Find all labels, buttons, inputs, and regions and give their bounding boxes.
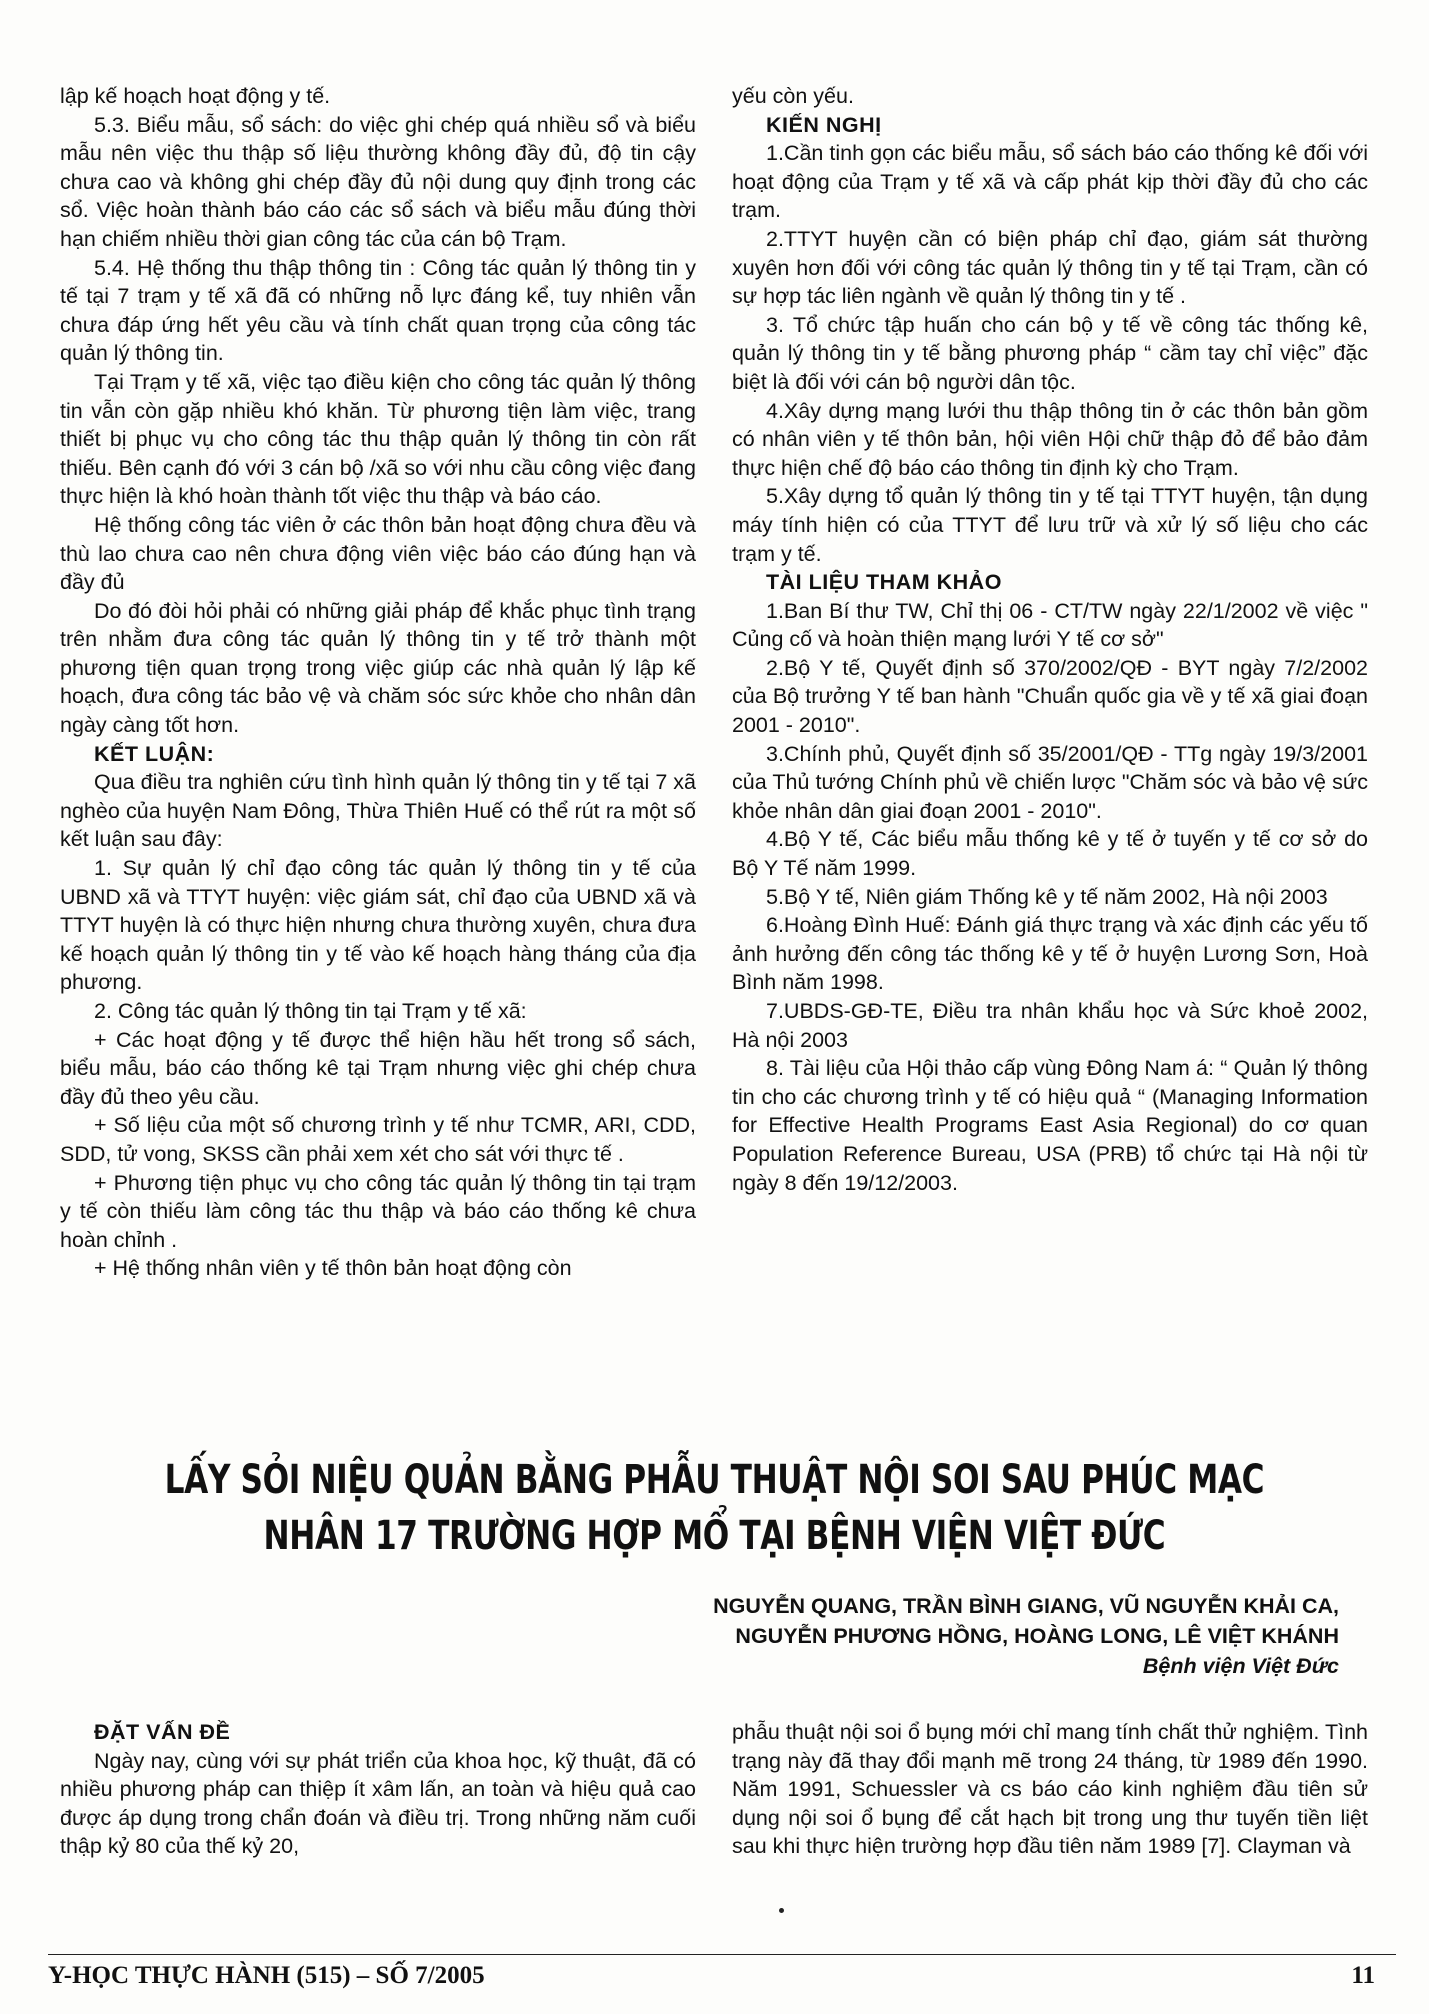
paragraph: 5.Bộ Y tế, Niên giám Thống kê y tế năm 2002, Hà nội 2003 (766, 884, 1328, 909)
paragraph: 2.Bộ Y tế, Quyết định số 370/2002/QĐ - BYT ngày 7/2/2002 của Bộ trưởng Y tế ban hành "Chuẩn quốc gia về y tế xã giai đoạn 2001 - 2010". (732, 655, 1368, 738)
footer-rule (48, 1954, 1396, 1955)
section-heading: ĐẶT VẤN ĐỀ (94, 1720, 231, 1744)
paragraph: 5.4. Hệ thống thu thập thông tin : Công tác quản lý thông tin y tế tại 7 trạm y tế xã đã có những nỗ lực đáng kể, tuy nhiên vẫn chưa đáp ứng hết yêu cầu và tính chất quan trọng của công tác quản lý thông tin. (60, 255, 696, 366)
page-number: 11 (1351, 1962, 1375, 1989)
paragraph: lập kế hoạch hoạt động y tế. (60, 84, 331, 108)
paragraph: 5.Xây dựng tổ quản lý thông tin y tế tại TTYT huyện, tận dụng máy tính hiện có của TTYT để lưu trữ và xử lý số liệu cho các trạm y tế. (732, 484, 1368, 566)
paragraph: 1. Sự quản lý chỉ đạo công tác quản lý thông tin y tế của UBND xã và TTYT huyện: việc giám sát, chỉ đạo của UBND xã và TTYT huyện là có thực hiện nhưng chưa thường xuyên, chưa đưa kế hoạch quản lý thông tin y tế vào kế hoạch hàng tháng của địa phương. (60, 856, 696, 995)
paragraph: 6.Hoàng Đình Huế: Đánh giá thực trạng và xác định các yếu tố ảnh hưởng đến công tác thống kê y tế ở huyện Lương Sơn, Hoà Bình năm 1998. (732, 913, 1368, 995)
authors-line-2: NGUYỄN PHƯƠNG HỒNG, HOÀNG LONG, LÊ VIỆT KHÁNH (735, 1624, 1339, 1648)
author-affiliation: Bệnh viện Việt Đức (1142, 1654, 1339, 1678)
paragraph: 4.Bộ Y tế, Các biểu mẫu thống kê y tế ở tuyến y tế cơ sở do Bộ Y Tế năm 1999. (732, 827, 1368, 881)
article-title-line-1: LẤY SỎI NIỆU QUẢN BẰNG PHẪU THUẬT NỘI SOI SAU PHÚC MẠC (164, 1457, 1265, 1503)
paragraph: + Các hoạt động y tế được thể hiện hầu hết trong sổ sách, biểu mẫu, báo cáo thống kê tại Trạm nhưng việc ghi chép chưa đầy đủ theo yêu cầu. (60, 1027, 696, 1109)
paragraph: 1.Cần tinh gọn các biểu mẫu, sổ sách báo cáo thống kê đối với hoạt động của Trạm y tế xã và cấp phát kịp thời đầy đủ cho các trạm. (732, 141, 1368, 223)
section-heading: KẾT LUẬN: (94, 741, 215, 766)
bottom-left-column (60, 1718, 696, 1861)
paragraph: 3.Chính phủ, Quyết định số 35/2001/QĐ - TTg ngày 19/3/2001 của Thủ tướng Chính phủ về chiến lược "Chăm sóc và bảo vệ sức khỏe nhân dân giai đoạn 2001 - 2010". (732, 741, 1368, 823)
paragraph: + Hệ thống nhân viên y tế thôn bản hoạt động còn (94, 1256, 572, 1281)
paragraph: Tại Trạm y tế xã, việc tạo điều kiện cho công tác quản lý thông tin vẫn còn gặp nhiều khó khăn. Từ phương tiện làm việc, trang thiết bị phục vụ cho công tác thu thập quản lý thông tin còn rất thiếu. Bên cạnh đó với 3 cán bộ /xã so với nhu cầu công việc đang thực hiện là khó hoàn thành tốt việc thu thập và báo cáo. (60, 369, 696, 509)
paragraph: 5.3. Biểu mẫu, sổ sách: do việc ghi chép quá nhiều sổ và biểu mẫu nên việc thu thập số liệu thường không đầy đủ, độ tin cậy chưa cao và không ghi chép đầy đủ nội dung quy định trong các sổ. Việc hoàn thành báo cáo các sổ sách và biểu mẫu đúng thời hạn chiếm nhiều thời gian công tác của cán bộ Trạm. (60, 112, 696, 251)
paragraph: phẫu thuật nội soi ổ bụng mới chỉ mang tính chất thử nghiệm. Tình trạng này đã thay đổi mạnh mẽ trong 24 tháng, từ 1989 đến 1990. Năm 1991, Schuessler và cs báo cáo kinh nghiệm đầu tiên sử dụng nội soi ổ bụng để cắt hạch bịt trong ung thư tuyến tiền liệt sau khi thực hiện trường hợp đầu tiên năm 1989 [7]. Clayman và (732, 1720, 1368, 1859)
paragraph: 1.Ban Bí thư TW, Chỉ thị 06 - CT/TW ngày 22/1/2002 về việc " Củng cố và hoàn thiện mạng lưới Y tế cơ sở" (732, 598, 1368, 652)
paragraph: 4.Xây dựng mạng lưới thu thập thông tin ở các thôn bản gồm có nhân viên y tế thôn bản, hội viên Hội chữ thập đỏ để bảo đảm thực hiện chế độ báo cáo thông tin định kỳ cho Trạm. (732, 398, 1368, 480)
top-left-column (60, 82, 696, 1283)
paragraph: + Số liệu của một số chương trình y tế như TCMR, ARI, CDD, SDD, tử vong, SKSS cần phải xem xét cho sát với thực tế . (60, 1113, 696, 1166)
paragraph: Do đó đòi hỏi phải có những giải pháp để khắc phục tình trạng trên nhằm đưa công tác quản lý thông tin y tế trở thành một phương tiện quan trọng trong việc giúp các nhà quản lý lập kế hoạch, đưa công tác bảo vệ và chăm sóc sức khỏe cho nhân dân ngày càng tốt hơn. (60, 598, 696, 738)
paragraph: Qua điều tra nghiên cứu tình hình quản lý thông tin y tế tại 7 xã nghèo của huyện Nam Đông, Thừa Thiên Huế có thể rút ra một số kết luận sau đây: (60, 770, 696, 852)
section-heading: TÀI LIỆU THAM KHẢO (766, 570, 1002, 595)
article-title (157, 1452, 1272, 1564)
author-block (713, 1591, 1339, 1681)
authors-line-1: NGUYỄN QUANG, TRẦN BÌNH GIANG, VŨ NGUYỄN KHẢI CA, (713, 1594, 1339, 1618)
paragraph: 7.UBDS-GĐ-TE, Điều tra nhân khẩu học và Sức khoẻ 2002, Hà nội 2003 (732, 999, 1368, 1052)
paragraph: Ngày nay, cùng với sự phát triển của khoa học, kỹ thuật, đã có nhiều phương pháp can thiệp ít xâm lấn, an toàn và hiệu quả cao được áp dụng trong chẩn đoán và điều trị. Trong những năm cuối thập kỷ 80 của thế kỷ 20, (60, 1748, 696, 1859)
paragraph: 8. Tài liệu của Hội thảo cấp vùng Đông Nam á: “ Quản lý thông tin cho các chương trình y tế có hiệu quả “ (Managing Information for Effective Health Programs East Asia Regional) do cơ quan Population Reference Bureau, USA (PRB) tổ chức tại Hà nội từ ngày 8 đến 19/12/2003. (732, 1056, 1368, 1195)
section-heading: KIẾN NGHỊ (766, 112, 882, 137)
stray-dot-mark (779, 1908, 784, 1913)
paragraph: 3. Tổ chức tập huấn cho cán bộ y tế về công tác thống kê, quản lý thông tin y tế bằng phương pháp “ cầm tay chỉ việc” đặc biệt là đối với cán bộ người dân tộc. (732, 312, 1368, 394)
paragraph: 2. Công tác quản lý thông tin tại Trạm y tế xã: (94, 999, 527, 1023)
paragraph: yếu còn yếu. (732, 84, 854, 108)
paragraph: Hệ thống công tác viên ở các thôn bản hoạt động chưa đều và thù lao chưa cao nên chưa động viên việc báo cáo đúng hạn và đầy đủ (60, 512, 696, 595)
paragraph: 2.TTYT huyện cần có biện pháp chỉ đạo, giám sát thường xuyên hơn đối với công tác quản lý thông tin y tế tại Trạm, cần có sự hợp tác liên ngành về quản lý thông tin y tế . (732, 226, 1368, 309)
bottom-right-column (732, 1718, 1368, 1861)
top-right-column (732, 82, 1368, 1197)
journal-footer: Y-HỌC THỰC HÀNH (515) – SỐ 7/2005 (48, 1962, 485, 1989)
paragraph: + Phương tiện phục vụ cho công tác quản lý thông tin tại trạm y tế còn thiếu làm công tác thu thập và báo cáo thống kê chưa hoàn chỉnh . (60, 1170, 696, 1252)
article-title-line-2: NHÂN 17 TRƯỜNG HỢP MỔ TẠI BỆNH VIỆN VIỆT ĐỨC (263, 1513, 1166, 1559)
